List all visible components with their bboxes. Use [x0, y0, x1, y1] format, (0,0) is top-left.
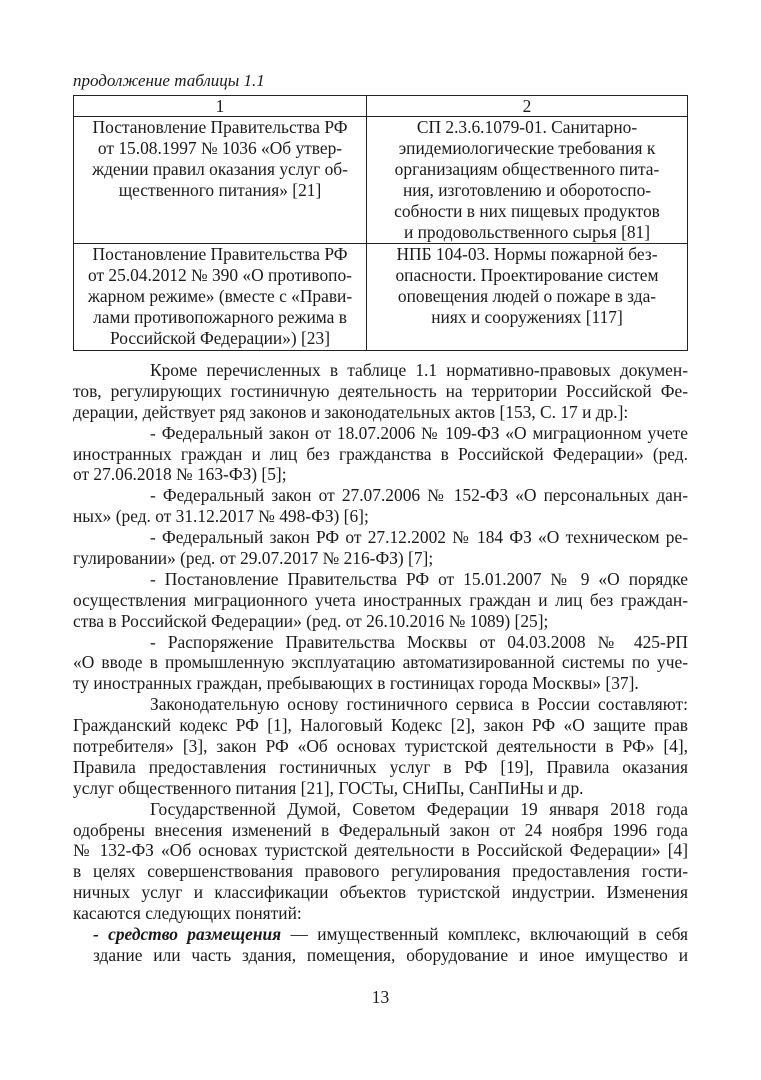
text-line: осуществления миграционного учета иностранных граждан и лиц без граждан-	[73, 589, 688, 610]
text-line: «О вводе в промышленную эксплуатацию автоматизированной системы по уче-	[73, 652, 688, 673]
regulations-table	[73, 95, 688, 351]
body-text	[73, 360, 688, 966]
text-line: касаются следующих понятий:	[73, 903, 302, 924]
table-row	[74, 244, 688, 351]
text-line: одобрены внесения изменений в Федеральный закон от 24 ноября 1996 года	[73, 819, 688, 840]
paragraph	[73, 485, 688, 527]
definition-line	[73, 924, 688, 945]
cell-line: СП 2.3.6.1079-01. Санитарно-	[416, 117, 638, 137]
cell-line: ния, изготовлению и оборотоспо-	[402, 179, 652, 200]
cell-line: ниях и сооружениях [117]	[431, 307, 623, 328]
cell-line: Постановление Правительства РФ	[92, 117, 348, 137]
text-line: - Распоряжение Правительства Москвы от 04.03.2008 № 425-РП	[150, 631, 688, 652]
definition-text: — имущественный комплекс, включающий в себя	[281, 924, 688, 945]
cell-line: от 25.04.2012 № 390 «О противопо-	[88, 265, 352, 286]
cell-line: ждении правил оказания услуг об-	[92, 158, 348, 179]
text-line: иностранных граждан и лиц без гражданства в Российской Федерации» (ред.	[73, 443, 688, 464]
page-number: 13	[371, 987, 390, 1007]
text-line: гулировании» (ред. от 29.07.2017 № 216-ФЗ) [7];	[73, 548, 434, 569]
table-row	[74, 117, 688, 244]
column-header: 1	[74, 96, 367, 117]
table-cell	[74, 244, 367, 351]
text-line: № 132-ФЗ «Об основах туристской деятельности в Российской Федерации» [4]	[73, 840, 688, 861]
cell-line: опасности. Проектирование систем	[395, 265, 659, 286]
definition-item	[73, 924, 688, 966]
cell-line: от 15.08.1997 № 1036 «Об утвер-	[97, 137, 343, 158]
paragraph	[73, 360, 688, 423]
definition-term: - средство размещения	[93, 924, 282, 945]
paragraph	[73, 694, 688, 798]
paragraph	[73, 569, 688, 632]
paragraph	[73, 799, 688, 924]
column-header: 2	[367, 96, 688, 117]
table-cell	[367, 117, 688, 244]
text-line: - Федеральный закон от 27.07.2006 № 152-ФЗ «О персональных дан-	[150, 485, 688, 506]
text-line: тов, регулирующих гостиничную деятельность на территории Российской Фе-	[73, 380, 688, 401]
text-line: - Федеральный закон от 18.07.2006 № 109-ФЗ «О миграционном учете	[150, 422, 688, 443]
text-line: Кроме перечисленных в таблице 1.1 нормативно-правовых докумен-	[150, 360, 688, 380]
text-line: - Постановление Правительства РФ от 15.01.2007 № 9 «О порядке	[150, 568, 688, 589]
cell-line: оповещения людей о пожаре в зда-	[397, 286, 657, 307]
text-line: дерации, действует ряд законов и законодательных актов [153, С. 17 и др.]:	[73, 401, 629, 422]
text-line: ту иностранных граждан, пребывающих в гостиницах города Москвы» [37].	[73, 673, 639, 694]
text-line: Законодательную основу гостиничного сервиса в России составляют:	[150, 694, 688, 715]
cell-line: жарном режиме» (вместе с «Прави-	[87, 286, 353, 307]
cell-line: и продовольственного сырья [81]	[403, 221, 651, 242]
cell-line: щественного питания» [21]	[118, 179, 322, 200]
paragraph	[73, 423, 688, 486]
table-caption: продолжение таблицы 1.1	[73, 71, 265, 90]
definition-line: здание или часть здания, помещения, оборудование и иное имущество и	[93, 944, 688, 965]
text-line: в целях совершенствования правового регулирования предоставления гости-	[73, 861, 688, 882]
text-line: ничных услуг и классификации объектов туристской индустрии. Изменения	[73, 882, 688, 903]
text-line: Гражданский кодекс РФ [1], Налоговый Кодекс [2], закон РФ «О защите прав	[73, 715, 688, 736]
table-cell	[367, 244, 688, 351]
text-line: потребителя» [3], закон РФ «Об основах туристской деятельности в РФ» [4],	[73, 736, 688, 757]
text-line: Правила предоставления гостиничных услуг в РФ [19], Правила оказания	[73, 756, 688, 777]
text-line: Государственной Думой, Советом Федерации 19 января 2018 года	[150, 798, 688, 819]
text-line: услуг общественного питания [21], ГОСТы, СНиПы, СанПиНы и др.	[73, 777, 584, 798]
text-line: от 27.06.2018 № 163-ФЗ) [5];	[73, 464, 287, 485]
cell-line: собности в них пищевых продуктов	[394, 200, 660, 221]
paragraph	[73, 632, 688, 695]
table-header-row	[74, 96, 688, 117]
cell-line: Постановление Правительства РФ	[92, 244, 348, 265]
table-cell	[74, 117, 367, 244]
cell-line: НПБ 104-03. Нормы пожарной без-	[396, 244, 658, 265]
cell-line: эпидемиологические требования к	[398, 137, 656, 158]
cell-line: лами противопожарного режима в	[93, 307, 347, 328]
text-line: - Федеральный закон РФ от 27.12.2002 № 184 ФЗ «О техническом ре-	[150, 527, 688, 548]
cell-line: организациям общественного пита-	[394, 158, 660, 179]
cell-line: Российской Федерации») [23]	[110, 328, 330, 349]
text-line: ства в Российской Федерации» (ред. от 26.10.2016 № 1089) [25];	[73, 610, 549, 631]
text-line: ных» (ред. от 31.12.2017 № 498-ФЗ) [6];	[73, 506, 369, 527]
paragraph	[73, 527, 688, 569]
